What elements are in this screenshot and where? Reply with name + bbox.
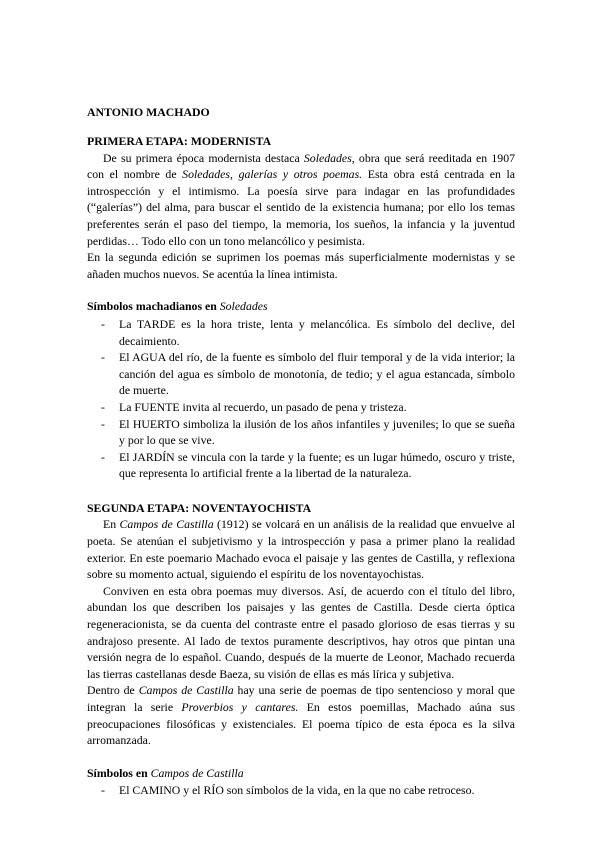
text-run: Símbolos machadianos en: [87, 299, 220, 314]
book-title: Campos de Castilla: [138, 683, 234, 698]
text-run: De su primera época modernista destaca: [103, 150, 304, 165]
section-heading-noventayochista: SEGUNDA ETAPA: NOVENTAYOCHISTA: [87, 500, 312, 515]
list-item-text: La FUENTE invita al recuerdo, un pasado de pena y tristeza.: [119, 399, 407, 414]
list-item: [87, 399, 515, 416]
paragraph-conviven: Conviven en esta obra poemas muy diversos. Así, de acuerdo con el título del libro, abundan los que describen los paisajes y las gentes de Castilla. Desde cierta óptica regeneracionista, se da cuenta del contraste entre el pasado glorioso de esas tierras y su andrajoso presente. Al lado de textos puramente descriptivos, hay otros que pintan una versión negra de lo español. Cuando, después de la muerte de Leonor, Machado recuerda las tierras castellanas desde Baeza, su visión de ellas es más lírica y subjetiva.: [87, 583, 515, 681]
paragraph-segunda-edicion: En la segunda edición se suprimen los poemas más superficialmente modernistas y se añaden muchos nuevos. Se acentúa la línea intimista.: [87, 250, 515, 281]
list-item-text: La TARDE es la hora triste, lenta y melancólica. Es símbolo del declive, del decaimiento.: [119, 316, 515, 348]
book-title: Campos de Castilla: [150, 765, 244, 780]
list-item: [87, 782, 515, 799]
text-run: (1912) se volcará en un análisis de la realidad que envuelve al poeta. Se atenúan el subjetivismo y la introspección y pasa a primer plano la realidad exterior. En este poemario Machado evoca el paisaje y las gentes de Castilla, y reflexiona sobre su momento actual, siguiendo el espíritu de los noventayochistas.: [87, 517, 515, 582]
book-title: Campos de Castilla: [119, 517, 214, 532]
list-item-text: El CAMINO y el RÍO son símbolos de la vida, en la que no cabe retroceso.: [119, 783, 475, 798]
symbols-heading-campos: [87, 765, 515, 782]
bullet-dash: -: [101, 449, 105, 464]
book-title: Soledades: [219, 299, 268, 314]
text-run: Símbolos en: [87, 765, 151, 780]
bullet-dash: -: [101, 316, 105, 331]
text-run: obra que será reeditada en 1907 con el nombre de: [87, 150, 515, 182]
paragraph-proverbios: [87, 682, 515, 748]
list-item: [87, 416, 515, 449]
text-run: hay una serie de poemas de tipo sentencioso y moral que integran la serie: [87, 683, 515, 714]
list-item-text: El JARDÍN se vincula con la tarde y la fuente; es un lugar húmedo, oscuro y triste, que representa lo artificial frente a la libertad de la naturaleza.: [119, 449, 515, 481]
document-body: [87, 104, 515, 799]
list-item: [87, 316, 515, 349]
list-item: [87, 349, 515, 399]
bullet-dash: -: [101, 416, 105, 431]
text-run: En: [103, 517, 120, 532]
bullet-dash: -: [101, 350, 105, 365]
bullet-dash: -: [101, 783, 105, 798]
book-title: Soledades, galerías y otros poemas.: [182, 167, 363, 182]
symbols-list-soledades: [87, 316, 515, 482]
section-heading-modernista: PRIMERA ETAPA: MODERNISTA: [87, 134, 272, 148]
bullet-dash: -: [101, 399, 105, 414]
list-item-text: El HUERTO simboliza la ilusión de los años infantiles y juveniles; lo que se sueña y por lo que se vive.: [119, 416, 515, 448]
symbols-heading-soledades: [87, 298, 515, 315]
list-item-text: El AGUA del río, de la fuente es símbolo del fluir temporal y de la vida interior; la canción del agua es símbolo de monotonía, de tedio; y el agua estancada, símbolo de muerte.: [119, 350, 515, 398]
paragraph-campos-de-castilla: [87, 516, 515, 582]
text-run: Esta obra está centrada en la introspección y el intimismo. La poesía sirve para indagar en las profundidades (“galerías”) del alma, para buscar el sentido de la existencia humana; por ello los temas preferentes serán el paso del tiempo, la memoria, los sueños, la infancia y la juventud perdidas… Todo ello con un tono melancólico y pesimista.: [87, 167, 516, 248]
book-title: Soledades,: [303, 150, 355, 165]
paragraph-soledades: [87, 150, 515, 250]
text-run: En estos poemillas, Machado aúna sus preocupaciones filosóficas y existenciales. El poema típico de esta época es la silva arromanzada.: [87, 700, 516, 748]
list-item: [87, 449, 515, 482]
symbols-list-campos: [87, 782, 515, 799]
document-title: ANTONIO MACHADO: [87, 105, 210, 119]
text-run: Dentro de: [87, 683, 139, 698]
book-title: Proverbios y cantares.: [181, 700, 299, 714]
